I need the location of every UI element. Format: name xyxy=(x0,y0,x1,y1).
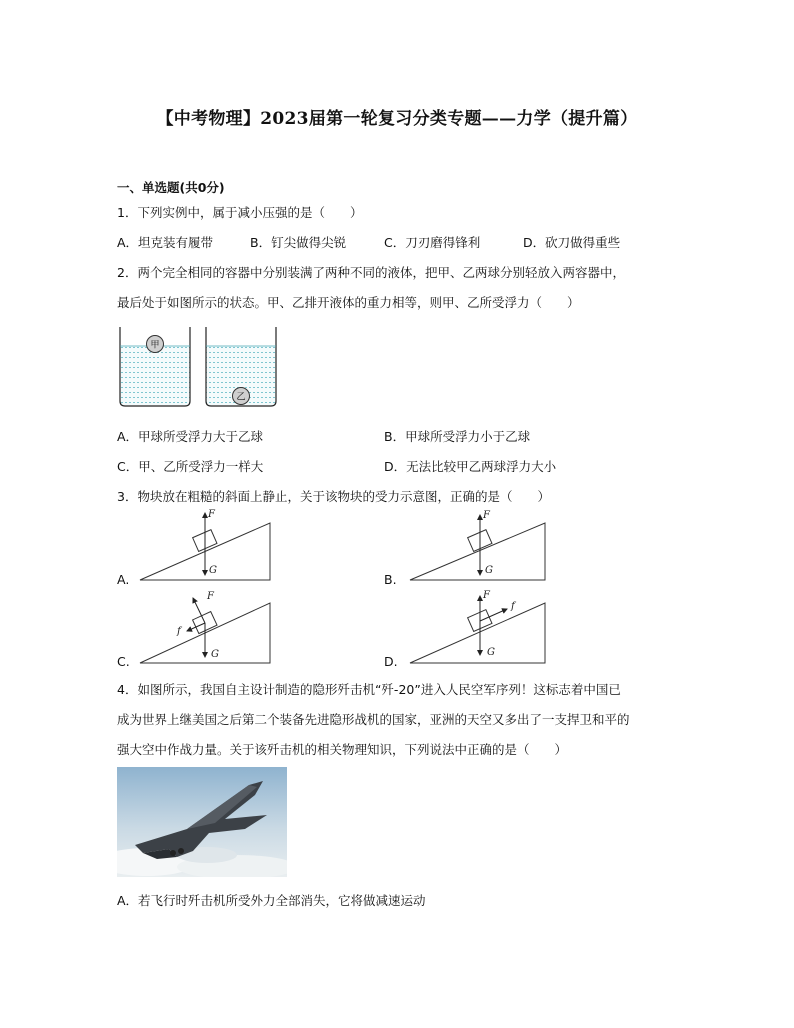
container-a xyxy=(120,327,190,406)
force-g-label: G xyxy=(487,647,495,658)
q3-option-a-letter: A. xyxy=(117,572,130,587)
q3-figure-a xyxy=(135,505,275,585)
q2-containers-figure xyxy=(117,325,297,410)
ball-b-label: 乙 xyxy=(236,392,246,403)
q2-option-d: D．无法比较甲乙两球浮力大小 xyxy=(384,459,557,474)
page-title: 【中考物理】2023届第一轮复习分类专题——力学（提升篇） xyxy=(156,109,638,129)
force-f-label: F xyxy=(208,509,215,520)
q2-stem-line2: 最后处于如图所示的状态。甲、乙排开液体的重力相等，则甲、乙所受浮力（ ） xyxy=(117,295,580,310)
q3-figure-d xyxy=(405,585,550,665)
fighter-jet-photo xyxy=(117,767,287,877)
q2-stem-line1: 2．两个完全相同的容器中分别装满了两种不同的液体，把甲、乙两球分别轻放入两容器中， xyxy=(117,265,625,280)
q4-stem-line3: 强大空中作战力量。关于该歼击机的相关物理知识，下列说法中正确的是（ ） xyxy=(117,742,568,757)
q3-stem: 3．物块放在粗糙的斜面上静止，关于该物块的受力示意图，正确的是（ ） xyxy=(117,489,550,504)
q4-stem-line2: 成为世界上继美国之后第二个装备先进隐形战机的国家，亚洲的天空又多出了一支捍卫和平的 xyxy=(117,712,630,727)
section-heading: 一、单选题(共0分) xyxy=(117,180,225,195)
force-g-label: G xyxy=(211,649,219,660)
q3-option-b-letter: B. xyxy=(384,572,397,587)
force-g-label: G xyxy=(485,565,493,576)
q3-option-d-letter: D. xyxy=(384,654,398,669)
force-g-label: G xyxy=(209,565,217,576)
q2-option-b: B．甲球所受浮力小于乙球 xyxy=(384,429,531,444)
q3-figure-c xyxy=(135,585,275,665)
friction-label: f xyxy=(177,626,181,637)
force-f-label: F xyxy=(483,510,490,521)
q2-option-c: C．甲、乙所受浮力一样大 xyxy=(117,459,264,474)
ball-a-label: 甲 xyxy=(150,340,160,351)
friction-label: f xyxy=(511,601,515,612)
force-f-label: F xyxy=(207,591,214,602)
q2-option-a: A．甲球所受浮力大于乙球 xyxy=(117,429,264,444)
container-b xyxy=(206,327,276,406)
q1-stem: 1．下列实例中，属于减小压强的是（ ） xyxy=(117,205,363,220)
q1-option-d: D．砍刀做得重些 xyxy=(523,235,621,250)
q1-option-c: C．刀刃磨得锋利 xyxy=(384,235,481,250)
q3-option-c-letter: C. xyxy=(117,654,130,669)
q4-stem-line1: 4．如图所示，我国自主设计制造的隐形歼击机“歼-20”进入人民空军序列！这标志着中国已 xyxy=(117,682,621,697)
q1-option-b: B．钉尖做得尖锐 xyxy=(250,235,347,250)
q4-option-a: A．若飞行时歼击机所受外力全部消失，它将做减速运动 xyxy=(117,893,426,908)
q1-option-a: A．坦克装有履带 xyxy=(117,235,214,250)
q3-figure-b xyxy=(405,505,550,585)
force-f-label: F xyxy=(483,590,490,601)
